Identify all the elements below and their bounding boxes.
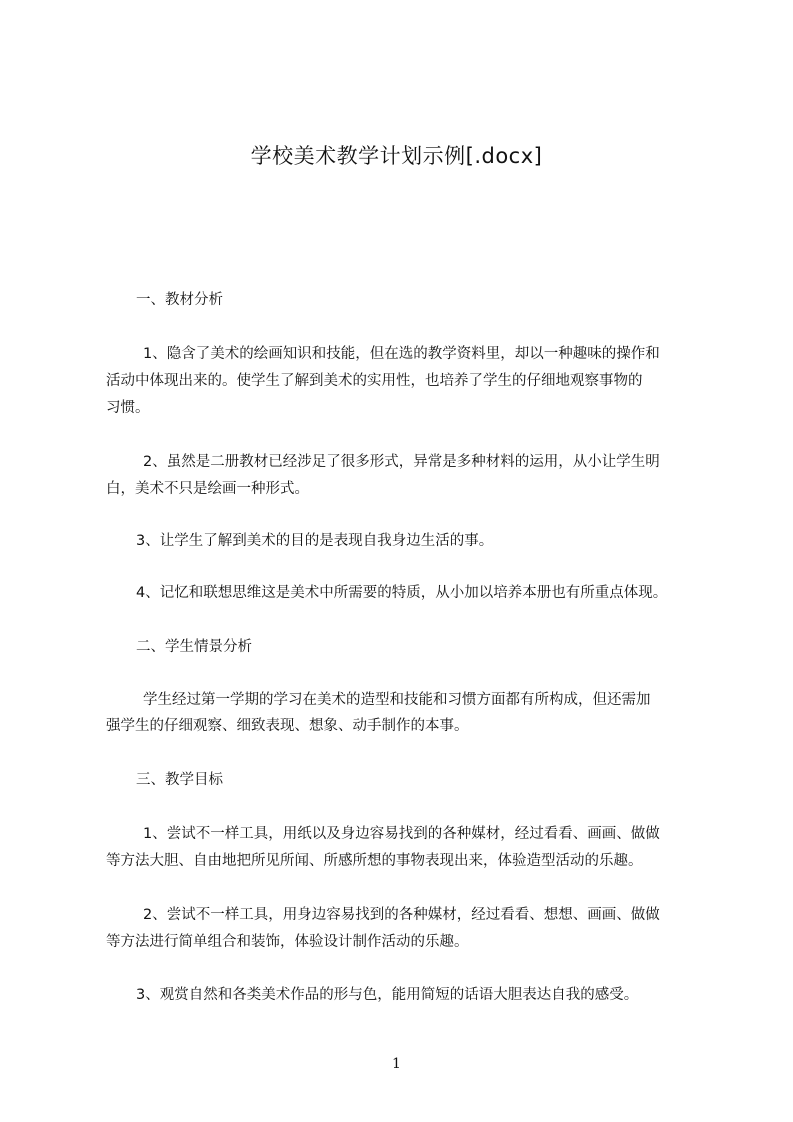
paragraph-line: 强学生的仔细观察、细致表现、想象、动手制作的本事。 [106,718,469,734]
paragraph-line: 习惯。 [106,400,150,416]
paragraph-line: 3、观赏自然和各类美术作品的形与色，能用简短的话语大胆表达自我的感受。 [136,987,639,1003]
paragraph-line: 等方法进行简单组合和装饰，体验设计制作活动的乐趣。 [106,934,469,950]
paragraph-line: 4、记忆和联想思维这是美术中所需要的特质，从小加以培养本册也有所重点体现。 [136,585,668,601]
paragraph-line: 1、尝试不一样工具，用纸以及身边容易找到的各种媒材，经过看看、画画、做做 [143,826,660,842]
paragraph-line: 2、尝试不一样工具，用身边容易找到的各种媒材，经过看看、想想、画画、做做 [143,907,660,923]
paragraph-line: 学生经过第一学期的学习在美术的造型和技能和习惯方面都有所构成，但还需加 [143,692,651,708]
paragraph-line: 活动中体现出来的。使学生了解到美术的实用性，也培养了学生的仔细地观察事物的 [106,373,643,389]
document-title: 学校美术教学计划示例[.docx] [250,144,543,168]
paragraph-line: 1、隐含了美术的绘画知识和技能，但在选的教学资料里，却以一种趣味的操作和 [143,346,660,362]
paragraph-line: 2、虽然是二册教材已经涉足了很多形式，异常是多种材料的运用，从小让学生明 [143,454,660,470]
paragraph-line: 3、让学生了解到美术的目的是表现自我身边生活的事。 [136,533,494,549]
section-heading-teaching-goals: 三、教学目标 [136,772,223,788]
section-heading-textbook-analysis: 一、教材分析 [136,292,223,308]
paragraph-line: 白，美术不只是绘画一种形式。 [106,481,309,497]
page-number: 1 [392,1056,401,1072]
paragraph-line: 等方法大胆、自由地把所见所闻、所感所想的事物表现出来，体验造型活动的乐趣。 [106,853,643,869]
section-heading-student-analysis: 二、学生情景分析 [136,639,252,655]
